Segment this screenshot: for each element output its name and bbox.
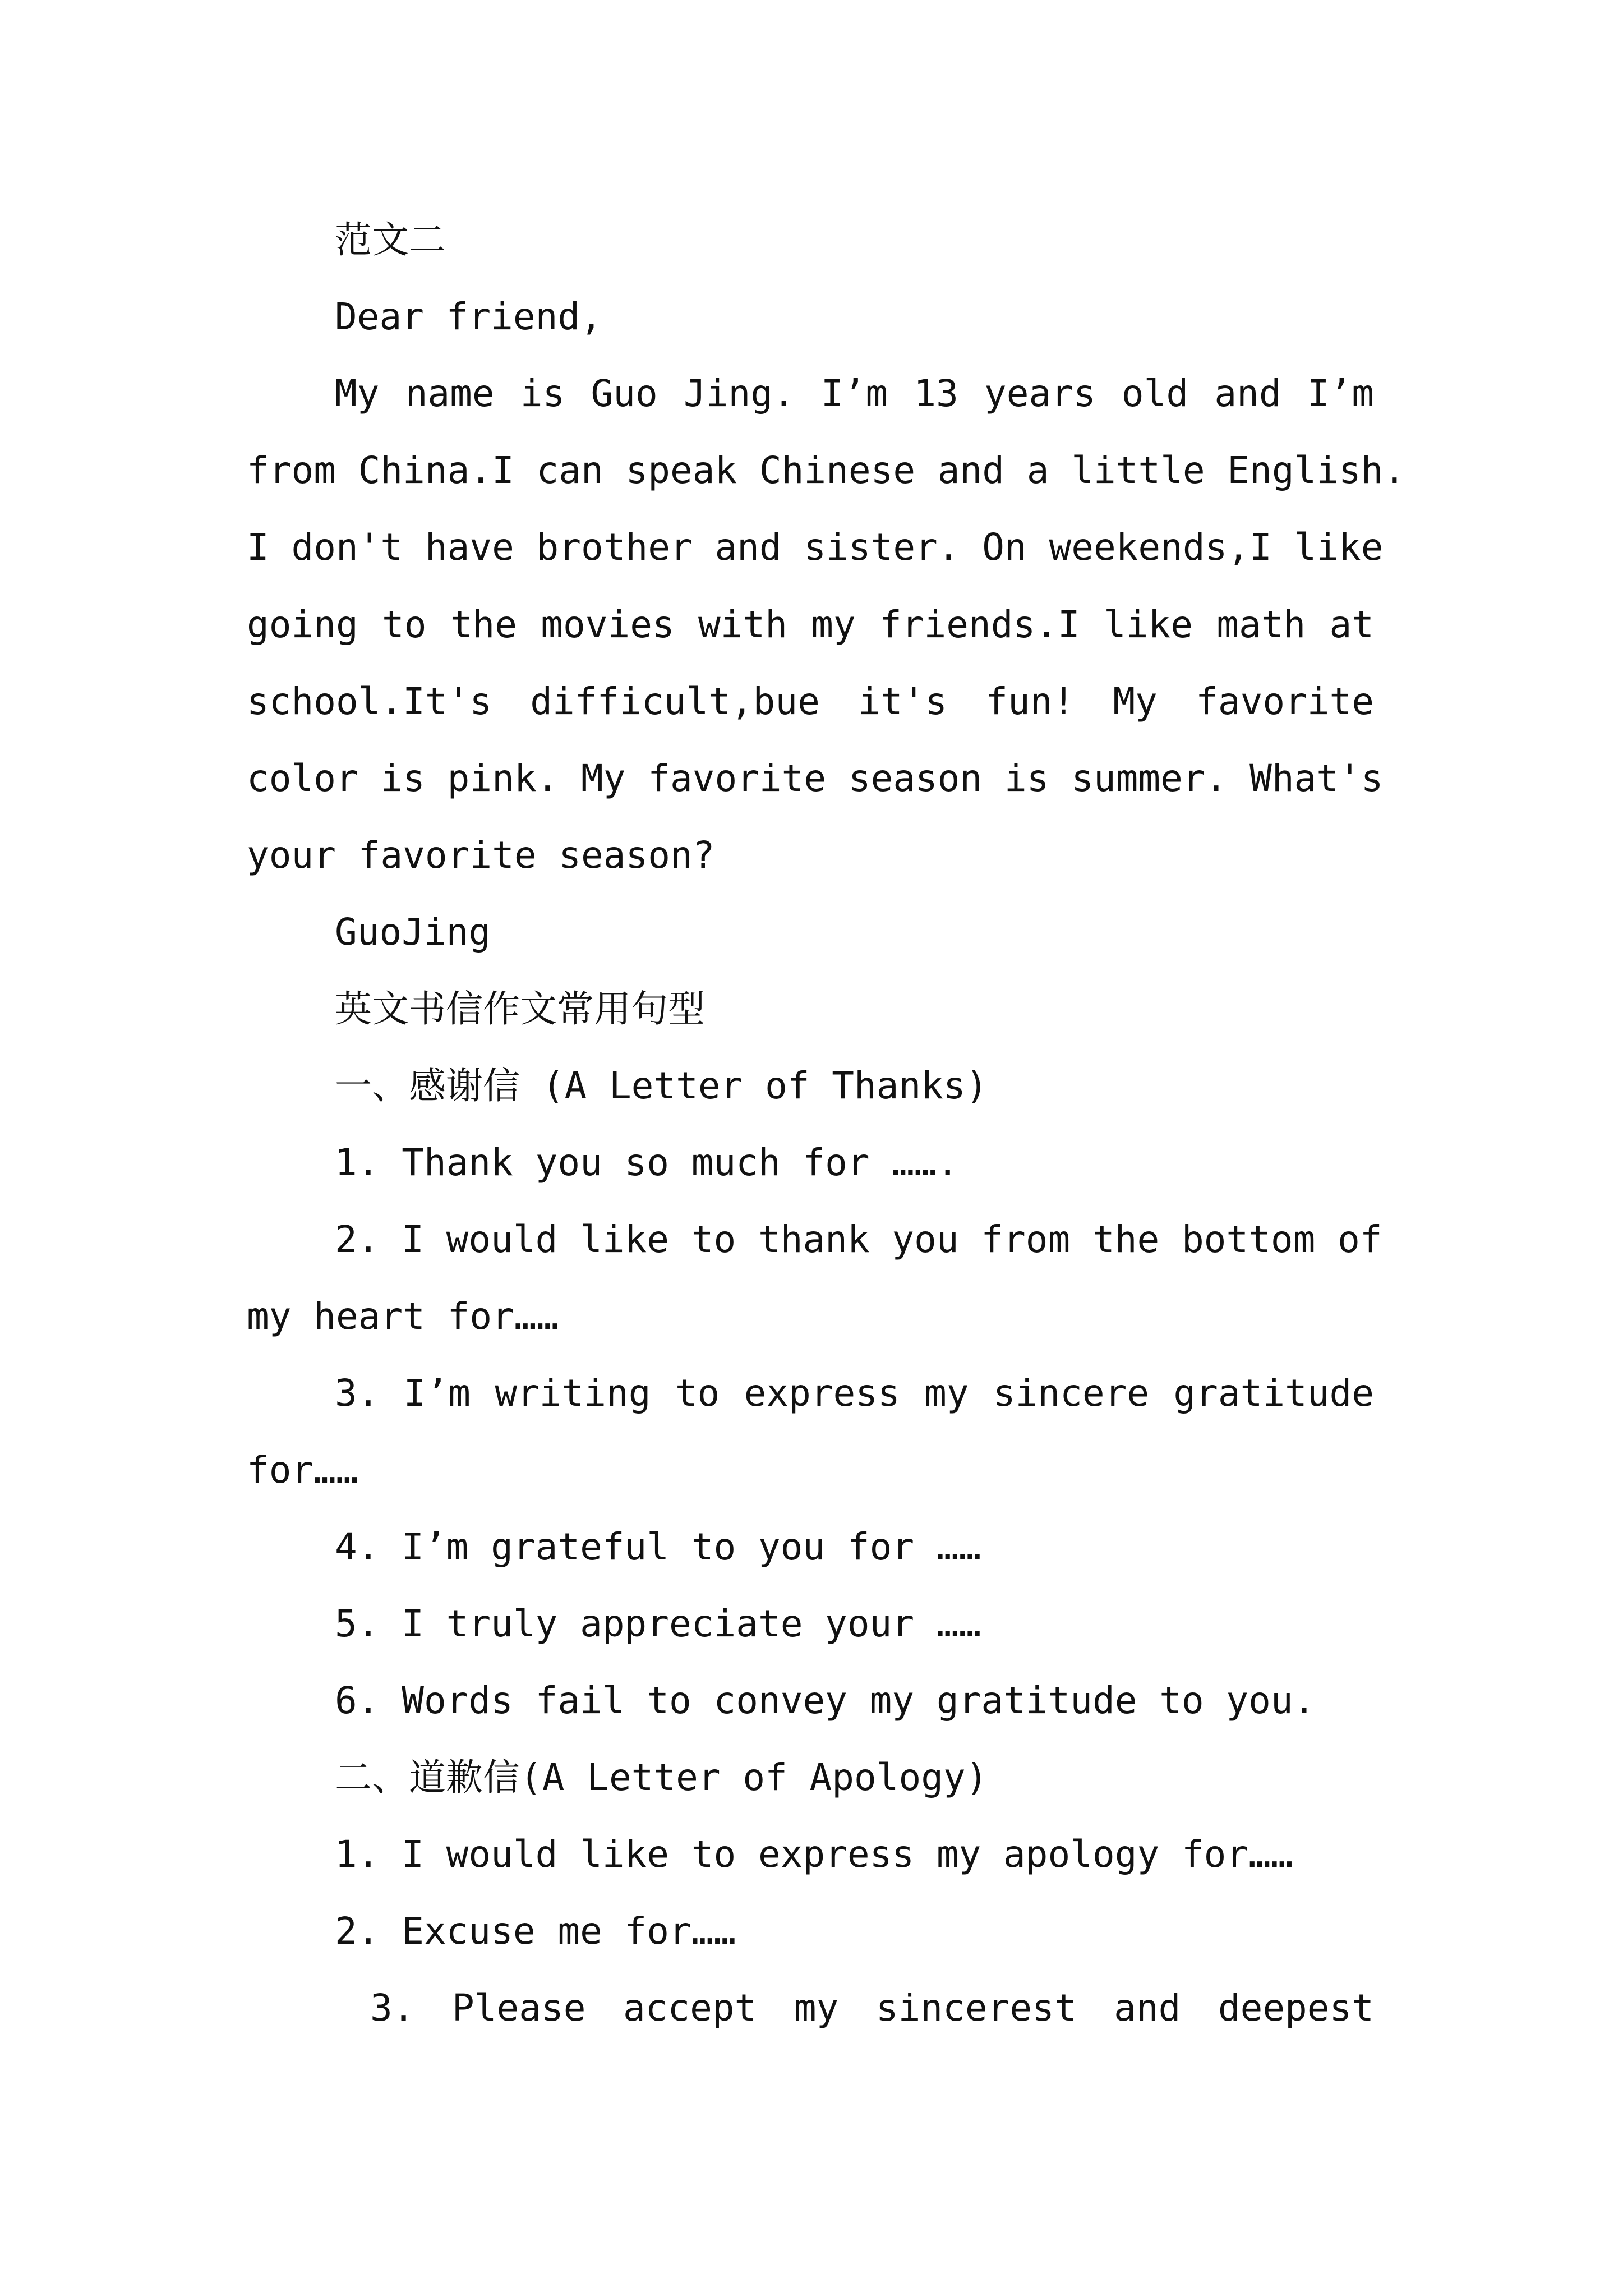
letter-line-2: from China.I can speak Chinese and a little English. (247, 449, 1406, 492)
letter-line-5: school.It's difficult,bue it's fun! My favorite (247, 680, 1374, 723)
apology-line-3: 3. Please accept my sincerest and deepest (370, 1986, 1374, 2030)
sample-heading: 范文二 (335, 218, 446, 261)
section-title: 英文书信作文常用句型 (335, 987, 705, 1030)
apology-line-2: 2. Excuse me for…… (335, 1910, 736, 1953)
letter-line-6: color is pink. My favorite season is summer. What's (247, 757, 1384, 800)
letter-line-1: My name is Guo Jing. I’m 13 years old and I’m (335, 372, 1374, 415)
thanks-line-1: 1. Thank you so much for ……. (335, 1141, 959, 1184)
thanks-line-3-cont: for…… (247, 1448, 358, 1492)
thanks-line-3: 3. I’m writing to express my sincere gratitude (335, 1372, 1374, 1415)
letter-line-7: your favorite season? (247, 834, 715, 877)
apology-title: 二、道歉信(A Letter of Apology) (335, 1756, 988, 1799)
letter-line-4: going to the movies with my friends.I like math at (247, 603, 1374, 646)
salutation: Dear friend, (335, 295, 602, 338)
apology-line-1: 1. I would like to express my apology for…… (335, 1833, 1293, 1876)
thanks-line-5: 5. I truly appreciate your …… (335, 1602, 981, 1645)
thanks-title: 一、感谢信 (A Letter of Thanks) (335, 1064, 988, 1107)
thanks-line-2: 2. I would like to thank you from the bottom of (335, 1218, 1382, 1261)
thanks-line-6: 6. Words fail to convey my gratitude to you. (335, 1679, 1316, 1722)
signature: GuoJing (335, 910, 491, 954)
thanks-line-4: 4. I’m grateful to you for …… (335, 1525, 981, 1568)
letter-line-3: I don't have brother and sister. On weekends,I like (247, 526, 1384, 569)
thanks-line-2-cont: my heart for…… (247, 1295, 559, 1338)
